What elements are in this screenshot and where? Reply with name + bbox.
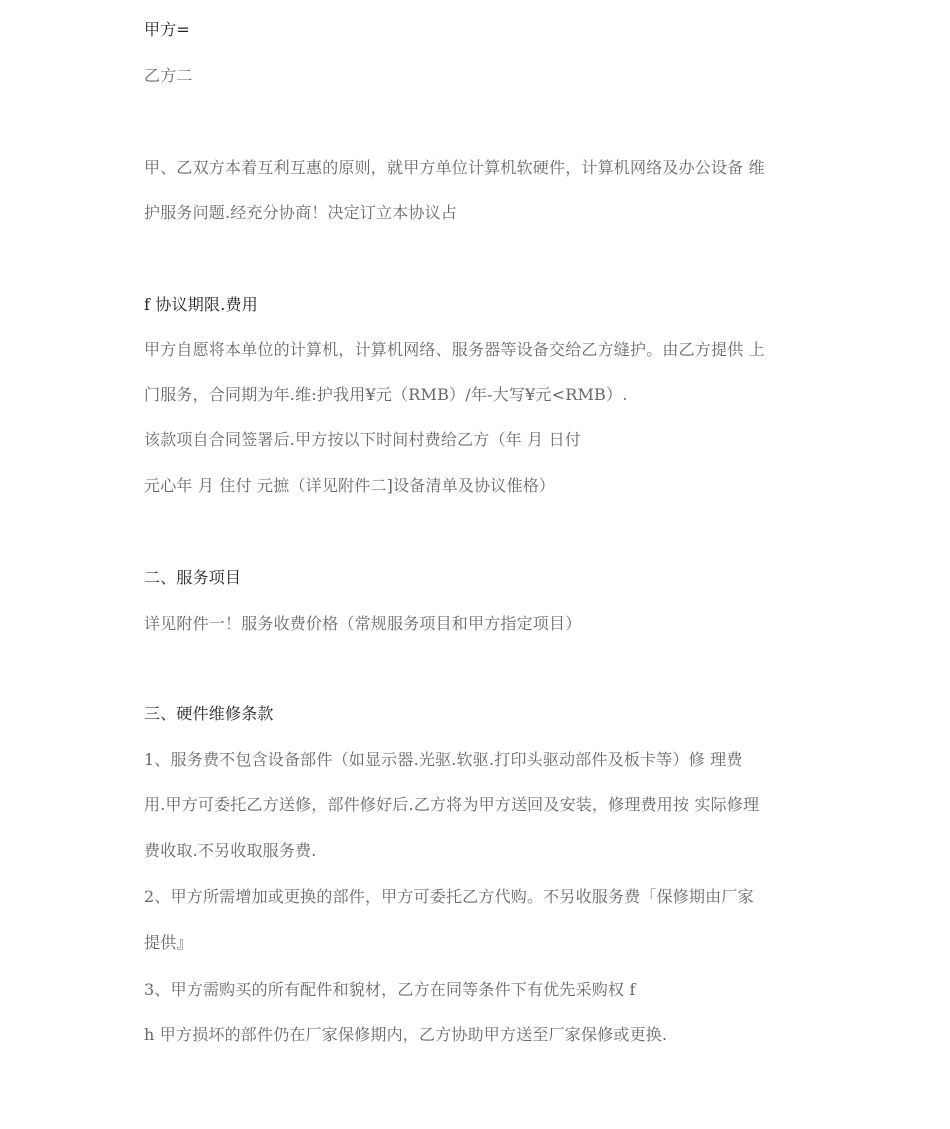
- section1-line-3: 该款项自合同签署后.甲方按以下时间村费给乙方（年 月 日付: [144, 430, 582, 449]
- section2-line-1: 详见附件一！服务收费价格（常规服务项目和甲方指定项目）: [144, 614, 582, 633]
- section3-line-3: 费收取.不另收取服务费.: [144, 841, 317, 860]
- party-b-line: 乙方二: [144, 66, 193, 85]
- section3-line-6: 3、甲方需购买的所有配件和貌材，乙方在同等条件下有优先采购权 f: [144, 980, 636, 999]
- party-a-line: 甲方=: [144, 20, 191, 39]
- section3-line-5: 提供』: [144, 933, 193, 952]
- section1-heading: f 协议期限.费用: [144, 295, 258, 314]
- section1-line-2: 门服务，合同期为年.维:护我用¥元（RMB）/年-大写¥元<RMB）.: [144, 385, 628, 404]
- section3-line-2: 用.甲方可委托乙方送修，部件修好后.乙方将为甲方送回及安装，修理费用按 实际修理: [144, 795, 760, 814]
- section3-line-1: 1、服务费不包含设备部件（如显示器.光驱.软驱.打印头驱动部件及板卡等）修 理费: [144, 750, 743, 769]
- section3-line-7: h 甲方损坏的部件仍在厂家保修期内，乙方协助甲方送至厂家保修或更换.: [144, 1025, 668, 1044]
- intro-line-2: 护服务问题.经充分协商！决定订立本协议占: [144, 203, 458, 222]
- intro-line-1: 甲、乙双方本着互利互惠的原则，就甲方单位计算机软硬件，计算机网络及办公设备 维: [144, 158, 765, 177]
- section1-line-1: 甲方自愿将本单位的计算机，计算机网络、服务器等设备交给乙方缝护。由乙方提供 上: [144, 340, 765, 359]
- section3-line-4: 2、甲方所需增加或更换的部件，甲方可委托乙方代购。不另收服务费「保修期由厂家: [144, 887, 754, 906]
- section2-heading: 二、服务项目: [144, 568, 242, 587]
- section1-line-4: 元心年 月 住付 元摭（详见附件二]设备清单及协议倠格）: [144, 476, 556, 495]
- section3-heading: 三、硬件维修条款: [144, 704, 274, 723]
